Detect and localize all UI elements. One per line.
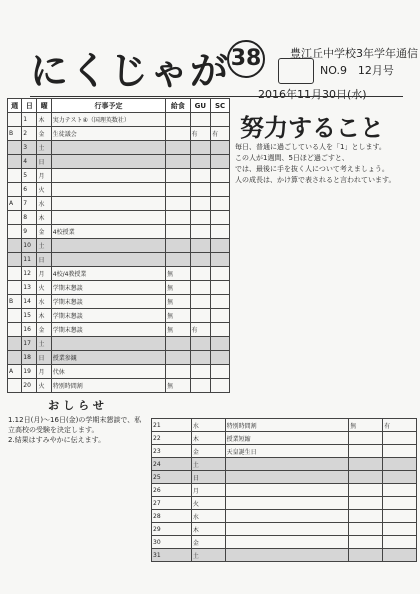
calendar-cell: 金: [191, 536, 225, 549]
calendar-row: [152, 484, 417, 497]
schedule-cell: [166, 141, 190, 155]
schedule-cell: 月: [37, 267, 51, 281]
schedule-cell: 日: [37, 351, 51, 365]
essay-body: [235, 142, 413, 186]
schedule-cell: 16: [22, 323, 37, 337]
schedule-cell: [211, 295, 230, 309]
calendar-cell: [383, 458, 417, 471]
calendar-cell: [225, 458, 349, 471]
calendar-cell: [349, 523, 383, 536]
schedule-cell: [166, 365, 190, 379]
effort-title: 努力すること: [240, 114, 384, 142]
schedule-cell: [8, 225, 22, 239]
schedule-cell: 授業参観: [51, 351, 165, 365]
schedule-cell: 無: [166, 295, 190, 309]
calendar-table: [151, 418, 417, 562]
calendar-row: [152, 510, 417, 523]
school-name: 豊江丘中学校3年学年通信: [290, 47, 418, 60]
issue-label: NO.9 12月号: [320, 64, 394, 77]
schedule-cell: 学期末懇談: [51, 309, 165, 323]
schedule-row: [8, 379, 230, 393]
schedule-cell: 火: [37, 281, 51, 295]
calendar-cell: 無: [349, 419, 383, 432]
schedule-row: [8, 239, 230, 253]
calendar-cell: 月: [191, 484, 225, 497]
schedule-cell: 金: [37, 127, 51, 141]
notice-title: おしらせ: [48, 399, 108, 412]
schedule-cell: 7: [22, 197, 37, 211]
schedule-col-0: 週: [8, 99, 22, 113]
essay-paragraph: 人の成長は、かけ算で表されると言われています。: [235, 176, 396, 184]
schedule-cell: [190, 267, 211, 281]
schedule-col-1: 日: [22, 99, 37, 113]
schedule-cell: 学期末懇談: [51, 281, 165, 295]
schedule-row: [8, 211, 230, 225]
schedule-cell: [166, 239, 190, 253]
schedule-cell: [211, 155, 230, 169]
schedule-cell: [211, 337, 230, 351]
schedule-col-2: 曜: [37, 99, 51, 113]
calendar-cell: [225, 484, 349, 497]
calendar-row: [152, 497, 417, 510]
calendar-cell: [349, 510, 383, 523]
schedule-cell: 土: [37, 337, 51, 351]
calendar-cell: 23: [152, 445, 192, 458]
schedule-cell: 有: [190, 323, 211, 337]
schedule-cell: 学期末懇談: [51, 295, 165, 309]
schedule-cell: [8, 211, 22, 225]
schedule-cell: 月: [37, 169, 51, 183]
calendar-cell: [383, 445, 417, 458]
schedule-cell: [8, 379, 22, 393]
calendar-cell: 30: [152, 536, 192, 549]
schedule-cell: 日: [37, 155, 51, 169]
schedule-row: [8, 253, 230, 267]
schedule-cell: A: [8, 197, 22, 211]
calendar-cell: 土: [191, 549, 225, 562]
calendar-cell: 日: [191, 471, 225, 484]
schedule-cell: 実力テスト④（国理英数社）: [51, 113, 165, 127]
schedule-row: [8, 113, 230, 127]
schedule-cell: [211, 169, 230, 183]
notice-item: 2.結果はすみやかに伝えます。: [8, 436, 106, 444]
schedule-cell: 土: [37, 141, 51, 155]
schedule-cell: [211, 281, 230, 295]
schedule-cell: [190, 239, 211, 253]
schedule-row: [8, 183, 230, 197]
calendar-row: [152, 523, 417, 536]
schedule-cell: [51, 197, 165, 211]
schedule-cell: 3: [22, 141, 37, 155]
calendar-cell: 土: [191, 458, 225, 471]
calendar-cell: [383, 432, 417, 445]
schedule-col-4: 給食: [166, 99, 190, 113]
schedule-cell: [166, 127, 190, 141]
schedule-cell: [51, 211, 165, 225]
schedule-cell: [51, 141, 165, 155]
schedule-cell: [51, 155, 165, 169]
schedule-cell: [211, 365, 230, 379]
essay-paragraph: では、最後に手を抜く人について考えましょう。: [235, 165, 389, 173]
calendar-cell: [225, 536, 349, 549]
header-divider: [30, 96, 403, 97]
schedule-cell: [166, 155, 190, 169]
schedule-cell: [8, 309, 22, 323]
schedule-cell: [166, 197, 190, 211]
issue-date: 2016年11月30日(水): [258, 88, 367, 101]
schedule-cell: [190, 197, 211, 211]
issue-number: 38: [227, 40, 265, 78]
schedule-cell: [8, 169, 22, 183]
schedule-cell: [211, 351, 230, 365]
schedule-cell: 11: [22, 253, 37, 267]
notice-item: 1.12日(月)〜16日(金)の学期末懇談で、私立高校の受験を決定します。: [8, 416, 142, 434]
schedule-cell: [166, 225, 190, 239]
schedule-cell: [8, 323, 22, 337]
schedule-cell: [190, 169, 211, 183]
calendar-cell: [225, 523, 349, 536]
calendar-cell: [349, 549, 383, 562]
schedule-cell: B: [8, 127, 22, 141]
calendar-cell: 授業短縮: [225, 432, 349, 445]
schedule-row: [8, 309, 230, 323]
schedule-cell: 20: [22, 379, 37, 393]
schedule-cell: 19: [22, 365, 37, 379]
schedule-row: [8, 141, 230, 155]
schedule-cell: 6: [22, 183, 37, 197]
schedule-cell: 水: [37, 197, 51, 211]
calendar-cell: [383, 484, 417, 497]
schedule-cell: [51, 337, 165, 351]
schedule-col-5: GU: [190, 99, 211, 113]
schedule-cell: 学期末懇談: [51, 323, 165, 337]
calendar-row: [152, 458, 417, 471]
schedule-cell: 木: [37, 309, 51, 323]
schedule-cell: 無: [166, 267, 190, 281]
calendar-cell: [349, 445, 383, 458]
schedule-cell: [51, 183, 165, 197]
calendar-cell: [383, 549, 417, 562]
calendar-cell: 28: [152, 510, 192, 523]
calendar-cell: [225, 510, 349, 523]
schedule-row: [8, 337, 230, 351]
schedule-cell: [211, 141, 230, 155]
schedule-cell: 無: [166, 379, 190, 393]
calendar-cell: [225, 549, 349, 562]
calendar-cell: [225, 497, 349, 510]
schedule-cell: [211, 379, 230, 393]
schedule-cell: 4校/4教授業: [51, 267, 165, 281]
laptop-icon: [278, 58, 314, 84]
schedule-cell: 特別時間割: [51, 379, 165, 393]
schedule-cell: [190, 337, 211, 351]
calendar-cell: [349, 484, 383, 497]
calendar-cell: [225, 471, 349, 484]
schedule-cell: 金: [37, 225, 51, 239]
schedule-cell: [190, 155, 211, 169]
page-title: にくじゃが: [30, 49, 231, 93]
schedule-cell: [190, 281, 211, 295]
calendar-cell: [383, 536, 417, 549]
schedule-cell: [211, 239, 230, 253]
schedule-cell: 15: [22, 309, 37, 323]
calendar-cell: 29: [152, 523, 192, 536]
schedule-cell: [190, 225, 211, 239]
schedule-cell: 木: [37, 113, 51, 127]
schedule-row: [8, 365, 230, 379]
calendar-cell: 27: [152, 497, 192, 510]
calendar-cell: 天皇誕生日: [225, 445, 349, 458]
essay-paragraph: この人が1週間、5日ほど過ごすと、: [235, 154, 349, 162]
calendar-row: [152, 536, 417, 549]
schedule-cell: 13: [22, 281, 37, 295]
schedule-cell: 8: [22, 211, 37, 225]
schedule-cell: [8, 351, 22, 365]
calendar-cell: 22: [152, 432, 192, 445]
schedule-cell: [190, 351, 211, 365]
schedule-cell: 日: [37, 253, 51, 267]
calendar-cell: 水: [191, 419, 225, 432]
schedule-cell: [166, 113, 190, 127]
schedule-cell: [211, 197, 230, 211]
schedule-table: [7, 98, 230, 393]
schedule-cell: 17: [22, 337, 37, 351]
calendar-cell: [383, 510, 417, 523]
calendar-row: [152, 549, 417, 562]
schedule-cell: [8, 113, 22, 127]
schedule-cell: 有: [190, 127, 211, 141]
schedule-cell: [166, 183, 190, 197]
calendar-cell: [349, 497, 383, 510]
schedule-cell: 木: [37, 211, 51, 225]
schedule-cell: [8, 337, 22, 351]
calendar-cell: [383, 497, 417, 510]
schedule-cell: 土: [37, 239, 51, 253]
schedule-cell: [190, 365, 211, 379]
schedule-cell: [211, 323, 230, 337]
schedule-cell: 4: [22, 155, 37, 169]
calendar-cell: 金: [191, 445, 225, 458]
schedule-cell: [51, 253, 165, 267]
schedule-cell: [8, 267, 22, 281]
schedule-cell: [8, 155, 22, 169]
schedule-cell: [8, 183, 22, 197]
calendar-cell: 31: [152, 549, 192, 562]
schedule-cell: 1: [22, 113, 37, 127]
schedule-cell: [211, 267, 230, 281]
calendar-cell: [349, 536, 383, 549]
schedule-cell: 12: [22, 267, 37, 281]
schedule-cell: 代休: [51, 365, 165, 379]
schedule-cell: [166, 351, 190, 365]
calendar-cell: 21: [152, 419, 192, 432]
schedule-cell: 10: [22, 239, 37, 253]
calendar-row: [152, 432, 417, 445]
schedule-row: [8, 169, 230, 183]
schedule-cell: [211, 113, 230, 127]
schedule-cell: [166, 253, 190, 267]
calendar-cell: 有: [383, 419, 417, 432]
schedule-cell: 生徒議会: [51, 127, 165, 141]
calendar-row: [152, 419, 417, 432]
schedule-cell: [8, 253, 22, 267]
schedule-cell: 有: [211, 127, 230, 141]
schedule-cell: 18: [22, 351, 37, 365]
schedule-cell: 無: [166, 281, 190, 295]
schedule-cell: [166, 211, 190, 225]
schedule-row: [8, 225, 230, 239]
calendar-cell: [383, 471, 417, 484]
schedule-cell: [211, 253, 230, 267]
schedule-row: [8, 351, 230, 365]
schedule-cell: 2: [22, 127, 37, 141]
calendar-cell: 水: [191, 510, 225, 523]
calendar-row: [152, 445, 417, 458]
schedule-col-6: SC: [211, 99, 230, 113]
calendar-cell: [349, 432, 383, 445]
schedule-cell: B: [8, 295, 22, 309]
schedule-cell: 金: [37, 323, 51, 337]
schedule-row: [8, 197, 230, 211]
schedule-row: [8, 323, 230, 337]
schedule-cell: A: [8, 365, 22, 379]
calendar-cell: 25: [152, 471, 192, 484]
schedule-cell: [211, 183, 230, 197]
schedule-cell: [211, 225, 230, 239]
schedule-cell: 4校授業: [51, 225, 165, 239]
schedule-cell: [190, 183, 211, 197]
schedule-cell: [211, 309, 230, 323]
schedule-cell: 9: [22, 225, 37, 239]
schedule-cell: 無: [166, 323, 190, 337]
schedule-cell: 月: [37, 365, 51, 379]
schedule-cell: [190, 379, 211, 393]
schedule-cell: [8, 281, 22, 295]
schedule-cell: 火: [37, 183, 51, 197]
calendar-cell: 木: [191, 432, 225, 445]
schedule-cell: [190, 211, 211, 225]
schedule-cell: 14: [22, 295, 37, 309]
calendar-cell: [349, 458, 383, 471]
calendar-cell: 24: [152, 458, 192, 471]
schedule-cell: [8, 141, 22, 155]
schedule-cell: [8, 239, 22, 253]
schedule-row: [8, 267, 230, 281]
schedule-row: [8, 281, 230, 295]
essay-paragraph: 毎日、普通に過ごしている人を「1」とします。: [235, 143, 386, 151]
schedule-cell: [190, 141, 211, 155]
schedule-cell: [166, 169, 190, 183]
schedule-cell: [51, 239, 165, 253]
schedule-row: [8, 155, 230, 169]
schedule-cell: [190, 295, 211, 309]
schedule-cell: [166, 337, 190, 351]
schedule-cell: [190, 253, 211, 267]
calendar-cell: 特別時間割: [225, 419, 349, 432]
calendar-cell: 木: [191, 523, 225, 536]
notice-section: [8, 401, 148, 445]
calendar-row: [152, 471, 417, 484]
schedule-row: [8, 295, 230, 309]
schedule-cell: [190, 309, 211, 323]
calendar-cell: 火: [191, 497, 225, 510]
calendar-cell: [383, 523, 417, 536]
schedule-cell: 水: [37, 295, 51, 309]
schedule-cell: 無: [166, 309, 190, 323]
schedule-cell: [211, 211, 230, 225]
calendar-cell: 26: [152, 484, 192, 497]
calendar-cell: [349, 471, 383, 484]
schedule-col-3: 行事予定: [51, 99, 165, 113]
schedule-cell: 5: [22, 169, 37, 183]
schedule-cell: 火: [37, 379, 51, 393]
schedule-row: [8, 127, 230, 141]
schedule-cell: [51, 169, 165, 183]
schedule-cell: [190, 113, 211, 127]
